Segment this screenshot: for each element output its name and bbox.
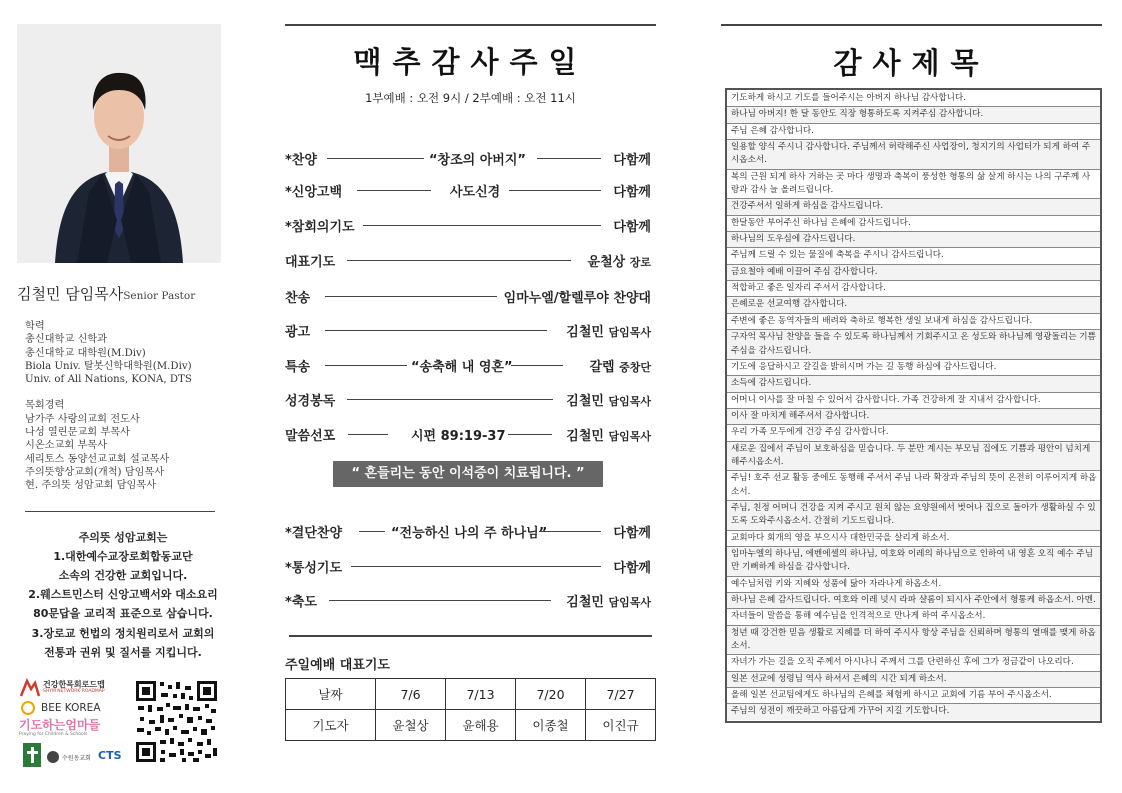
order-leader: 다함께 [613,561,651,576]
order-leader: 갈렙 중창단 [589,360,651,375]
left-divider [25,511,215,512]
leader-line [537,158,601,159]
order-label: 대표기도 [285,255,336,270]
education-item: Biola Univ. 탈봇신학대학원(M.Div) [25,360,192,372]
page-title: 맥추감사주일 [353,45,588,79]
education-section [25,320,221,386]
leader-line [363,225,601,226]
worship-order-column [285,24,656,733]
leader-line [348,434,388,435]
prayer-schedule-title: 주일예배 대표기도 [285,658,390,673]
order-row-benediction [285,591,651,611]
order-label: 말씀선포 [285,429,336,444]
table-cell-person: 윤철상 [376,710,446,741]
order-row-hymn [285,287,651,307]
pastor-portrait-image [17,24,221,263]
table-row [286,710,656,741]
order-leader: 김철민 담임목사 [566,429,651,444]
pastor-photo [17,24,221,263]
table-cell-date: 7/27 [586,679,656,710]
top-rule [721,24,1102,26]
table-cell-date: 7/20 [516,679,586,710]
church-statement-line: 80문답을 교리적 표준으로 삼습니다. [33,607,213,621]
order-leader: 김철민 담임목사 [566,325,651,340]
praying-moms-subtext: Praying for Children & Schools [19,732,88,737]
career-item: 주의뜻향상교회(개척) 담임목사 [25,466,165,478]
order-leader: 다함께 [613,526,651,541]
leader-line [357,190,431,191]
order-leader: 김철민 담임목사 [566,394,651,409]
table-cell-person: 이진규 [586,710,656,741]
thanksgiving-item: 은혜로운 선교여행 감사합니다. [727,297,1100,313]
leader-line [351,566,601,567]
qr-code-icon[interactable] [135,680,218,763]
order-leader: 김철민 담임목사 [566,595,651,610]
table-header-person: 기도자 [286,710,376,741]
thanksgiving-item: 자녀가 가는 길을 오직 주께서 아시나니 주께서 그를 단련하신 후에 그가 정금같이 나오리다. [727,655,1100,671]
thanksgiving-list [725,88,1102,723]
education-item: 총신대학교 대학원(M.Div) [25,347,146,359]
order-detail: “창조의 아버지” [429,153,526,168]
leader-line [347,399,553,400]
bee-logo-icon [21,700,35,714]
thanksgiving-item: 하나님 은혜 감사드립니다. 여호와 이레 넛시 라파 샬롬이 되시사 주안에서 형통케 하옵소서. 아멘. [727,593,1100,609]
leader-line [347,260,571,261]
career-section [25,399,221,492]
order-label: 광고 [285,325,311,340]
order-label: 성경봉독 [285,394,336,409]
thanksgiving-item: 이사 잘 마치게 해주셔서 감사합니다. [727,409,1100,425]
thanksgiving-item: 어머니 이사를 잘 마칠 수 있어서 감사합니다. 가족 건강하게 잘 지내서 감사합니다. [727,393,1100,409]
thanksgiving-item: 교회마다 회개의 영을 부으시사 대한민국을 살리게 하소서. [727,531,1100,547]
thanksgiving-item: 소득에 감사드립니다. [727,376,1100,392]
pastor-name: 김철민 담임목사Senior Pastor [17,285,196,303]
order-row-praise [285,149,651,169]
order-row-unison-prayer [285,557,651,577]
thanksgiving-item: 예수님처럼 키와 지혜와 성품에 닮아 자라나게 하옵소서. [727,577,1100,593]
church-statement-line: 3.장로교 헌법의 정치원리로서 교회의 [31,626,215,640]
career-item: 남가주 사랑의교회 전도사 [25,413,140,425]
order-leader: 다함께 [613,153,651,168]
section-divider [289,635,652,637]
order-label: *결단찬양 [285,526,343,541]
order-label: *축도 [285,595,317,610]
thanksgiving-item: 건강주셔서 일하게 하심을 감사드립니다. [727,199,1100,215]
career-item: 현. 주의뜻 성암교회 담임목사 [25,480,157,492]
thanksgiving-item: 일본 선교에 성령님 역사 하셔서 은혜의 시간 되게 하소서. [727,672,1100,688]
order-label: *참회의기도 [285,220,355,235]
thanksgiving-item: 하나님의 도우심에 감사드립니다. [727,232,1100,248]
top-rule [285,24,656,26]
order-detail: 시편 89:19-37 [411,429,506,444]
thanksgiving-item: 한달동안 부어주신 하나님 은혜에 감사드립니다. [727,216,1100,232]
church-statement-line: 소속의 건강한 교회입니다. [58,568,188,582]
order-row-special-song [285,356,651,376]
thanksgiving-item: 금요철야 예배 이끌어 주심 감사합니다. [727,265,1100,281]
roadmap-logo-icon [19,678,41,698]
leader-line [509,190,601,191]
order-detail: “송축해 내 영혼” [411,360,513,375]
education-item: 총신대학교 신학과 [25,334,107,346]
education-item: Univ. of All Nations, KONA, DTS [25,374,192,386]
thanksgiving-item: 올해 일본 선교팀에게도 하나님의 은혜를 체험케 하시고 교회에 기름 부어 주시옵소서. [727,688,1100,704]
order-row-confession [285,216,651,236]
order-detail: “전능하신 나의 주 하나님” [391,526,548,541]
leader-line [539,531,601,532]
thanksgiving-item: 주변에 좋은 동역자들의 배려와 축하로 행복한 생일 보내게 하심을 감사드립니다. [727,314,1100,330]
pastor-column [17,24,221,662]
thanksgiving-item: 자녀들이 말씀을 통해 예수님을 인격적으로 만나게 하여 주시옵소서. [727,609,1100,625]
order-leader: 다함께 [613,185,651,200]
leader-line [511,365,563,366]
education-heading: 학력 [25,321,45,332]
order-row-representative-prayer [285,251,651,271]
career-heading: 목회경력 [25,400,65,412]
leader-line [508,434,552,435]
church-statement-line: 1.대한예수교장로회합동교단 [53,549,193,563]
thanksgiving-item: 구자억 목사님 찬양을 들을 수 있도록 하나님께서 기회주시고 온 성도와 하나님께 영광돌리는 기쁨 주심을 감사드립니다. [727,330,1100,360]
table-cell-date: 7/13 [446,679,516,710]
thanksgiving-item: 청년 때 강건한 믿음 생활로 지혜를 더 하여 주시사 항상 주님을 신뢰하며 형통의 열매를 맺게 하옵소서. [727,626,1100,656]
thanksgiving-item: 새로운 집에서 주님이 보호하심을 믿습니다. 두 분만 계시는 부모님 집에도 기쁨과 평안이 넘치게 해주시옵소서. [727,442,1100,472]
career-item: 세리토스 동양선교교회 설교목사 [25,453,170,465]
order-row-announcements [285,321,651,341]
thanksgiving-item: 기도에 응답하시고 갈길을 밝히시며 가는 길 동행 하심에 감사드립니다. [727,360,1100,376]
leader-line [325,330,547,331]
thanksgiving-item: 주님의 성전이 깨끗하고 아름답게 가꾸어 지길 기도합니다. [727,704,1100,719]
thanksgiving-item: 적합하고 좋은 일자리 주셔서 감사합니다. [727,281,1100,297]
order-label: *신앙고백 [285,185,343,200]
church-statement [17,528,229,662]
table-header-date: 날짜 [286,679,376,710]
partner-logos [19,678,122,768]
table-row [286,679,656,710]
thanksgiving-item: 주님께 드릴 수 있는 물질에 축복을 주시니 감사드립니다. [727,248,1100,264]
order-row-sermon [285,425,651,445]
church-statement-line: 주의뜻 성암교회는 [78,530,168,544]
church-cross-icon [23,743,41,767]
order-row-creed [285,181,651,201]
church-statement-line: 2.웨스트민스터 신앙고백서와 대소요리 [28,588,218,602]
bee-korea-logo: BEE KOREA [41,702,101,714]
thanksgiving-column [721,24,1102,717]
church-statement-line: 전통과 권위 및 질서를 지킵니다. [44,645,202,659]
leader-line [325,296,497,297]
thanksgiving-item: 우리 가족 모두에게 건강 주심 감사합니다. [727,425,1100,441]
table-cell-person: 윤해용 [446,710,516,741]
career-item: 나성 열린문교회 부목사 [25,427,130,439]
sermon-title-banner: “ 흔들리는 동안 이석증이 치료됩니다. ” [333,461,603,487]
cts-logo: CTS [98,749,122,762]
leader-line [327,158,424,159]
suwon-church-logo: 수원동교회 [62,755,91,762]
prayer-schedule-table [285,678,656,741]
thanksgiving-item: 기도하게 하시고 기도를 들어주시는 아버지 하나님 감사합니다. [727,91,1100,107]
order-row-scripture-reading [285,390,651,410]
order-label: 특송 [285,360,311,375]
service-times: 1부예배 : 오전 9시 / 2부예배 : 오전 11시 [365,91,576,105]
thanksgiving-item: 하나님 아버지! 한 달 동안도 직장 형통하도록 지켜주심 감사합니다. [727,107,1100,123]
order-detail: 사도신경 [450,185,501,200]
thanksgiving-item: 주님, 친정 어머니 건강을 지켜 주시고 원치 않는 요양원에서 벗어나 집으로 돌아가 생활하실 수 있도록 도와주시옵소서. 간절히 기도드립니다. [727,501,1100,531]
roadmap-logo-subtext: SHYM NETWORK ROADMAP [43,689,105,694]
thanksgiving-item: 주님! 호주 선교 활동 중에도 동행해 주셔서 주님 나라 확장과 주님의 뜻이 온전히 이루어지게 하옵소서. [727,471,1100,501]
table-cell-date: 7/6 [376,679,446,710]
order-label: *찬양 [285,153,317,168]
order-label: *통성기도 [285,561,343,576]
leader-line [359,531,385,532]
table-cell-person: 이종철 [516,710,586,741]
pastor-title: Senior Pastor [123,290,196,302]
thanksgiving-item: 주님 은혜 감사합니다. [727,124,1100,140]
order-leader: 다함께 [613,220,651,235]
thanksgiving-item: 일용할 양식 주시니 감사합니다. 주님께서 허락해주신 사업장이, 청지기의 사업터가 되게 하여 주시옵소서. [727,140,1100,170]
thanksgiving-item: 임마누엘의 하나님, 에벤에셀의 하나님, 여호와 이레의 하나님으로 인하여 내 영혼 오직 예수 주님만 기뻐하게 하심을 감사합니다. [727,547,1100,577]
career-item: 시온소교회 부목사 [25,440,107,452]
thanksgiving-item: 복의 근원 되게 하사 거하는 곳 마다 생명과 축복이 풍성한 형통의 삶 살게 하시는 나의 구주께 사랑과 감사 늘 올려드립니다. [727,170,1100,200]
praying-moms-logo: 기도하는엄마들 [19,718,101,732]
thanksgiving-title: 감사제목 [833,46,990,80]
roadmap-logo-text: 건강한목회로드맵 [43,680,105,689]
suwon-church-icon [45,749,61,763]
order-leader: 임마누엘/할렐루야 찬양대 [503,291,651,306]
order-label: 찬송 [285,291,311,306]
leader-line [329,600,551,601]
order-leader: 윤철상 장로 [587,255,651,270]
leader-line [325,365,407,366]
order-row-commitment-song [285,522,651,542]
